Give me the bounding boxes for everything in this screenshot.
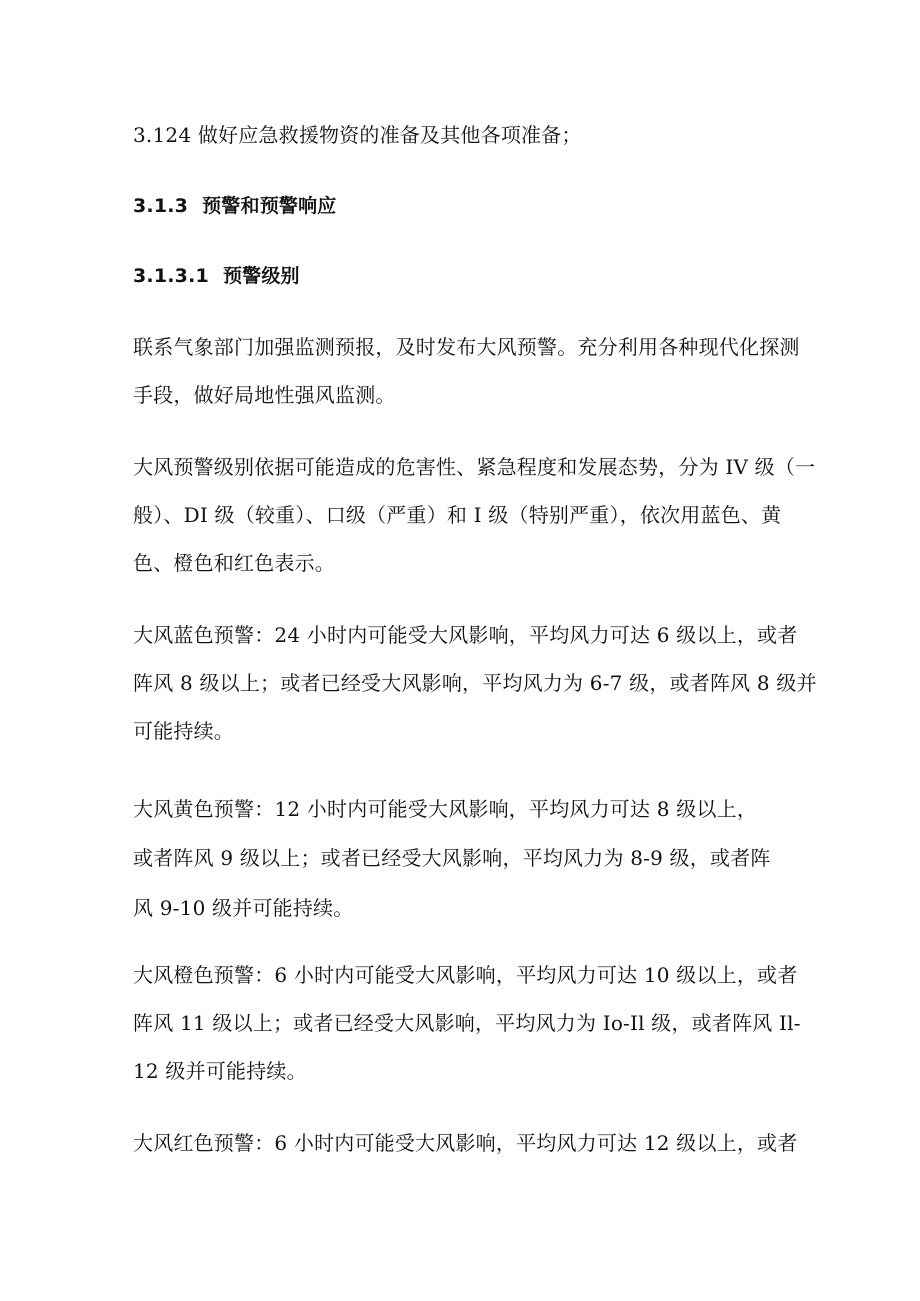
paragraph-line: 12 级并可能持续。 — [133, 1059, 307, 1083]
paragraph-line: 般）、DI 级（较重）、口级（严重）和 I 级（特别严重），依次用蓝色、黄 — [133, 503, 782, 527]
paragraph-line: 手段，做好局地性强风监测。 — [133, 383, 396, 407]
paragraph-line: 阵风 8 级以上；或者已经受大风影响，平均风力为 6-7 级，或者阵风 8 级并 — [133, 671, 817, 695]
section-heading-3-1-3-1 — [133, 264, 300, 288]
paragraph-line: 大风红色预警：6 小时内可能受大风影响，平均风力可达 12 级以上，或者 — [133, 1131, 798, 1155]
section-title: 预警和预警响应 — [202, 195, 337, 217]
paragraph-line: 大风蓝色预警：24 小时内可能受大风影响，平均风力可达 6 级以上，或者 — [133, 623, 798, 647]
paragraph-line: 可能持续。 — [133, 719, 234, 743]
section-title: 预警级别 — [222, 265, 300, 287]
paragraph-line: 阵风 11 级以上；或者已经受大风影响，平均风力为 Io-Il 级，或者阵风 Il- — [133, 1011, 801, 1035]
section-heading-3-1-3 — [133, 194, 337, 218]
section-number: 3.1.3.1 — [133, 265, 209, 287]
paragraph-line: 风 9-10 级并可能持续。 — [133, 896, 354, 920]
item-3124: 3.124 做好应急救援物资的准备及其他各项准备； — [133, 123, 582, 147]
paragraph-line: 或者阵风 9 级以上；或者已经受大风影响，平均风力为 8-9 级，或者阵 — [133, 846, 771, 870]
paragraph-line: 联系气象部门加强监测预报，及时发布大风预警。充分利用各种现代化探测 — [133, 335, 800, 359]
section-number: 3.1.3 — [133, 195, 189, 217]
paragraph-line: 色、橙色和红色表示。 — [133, 551, 335, 575]
paragraph-line: 大风黄色预警：12 小时内可能受大风影响，平均风力可达 8 级以上， — [133, 797, 758, 821]
paragraph-line: 大风橙色预警：6 小时内可能受大风影响，平均风力可达 10 级以上，或者 — [133, 963, 798, 987]
paragraph-line: 大风预警级别依据可能造成的危害性、紧急程度和发展态势，分为 IV 级（一 — [133, 455, 816, 479]
